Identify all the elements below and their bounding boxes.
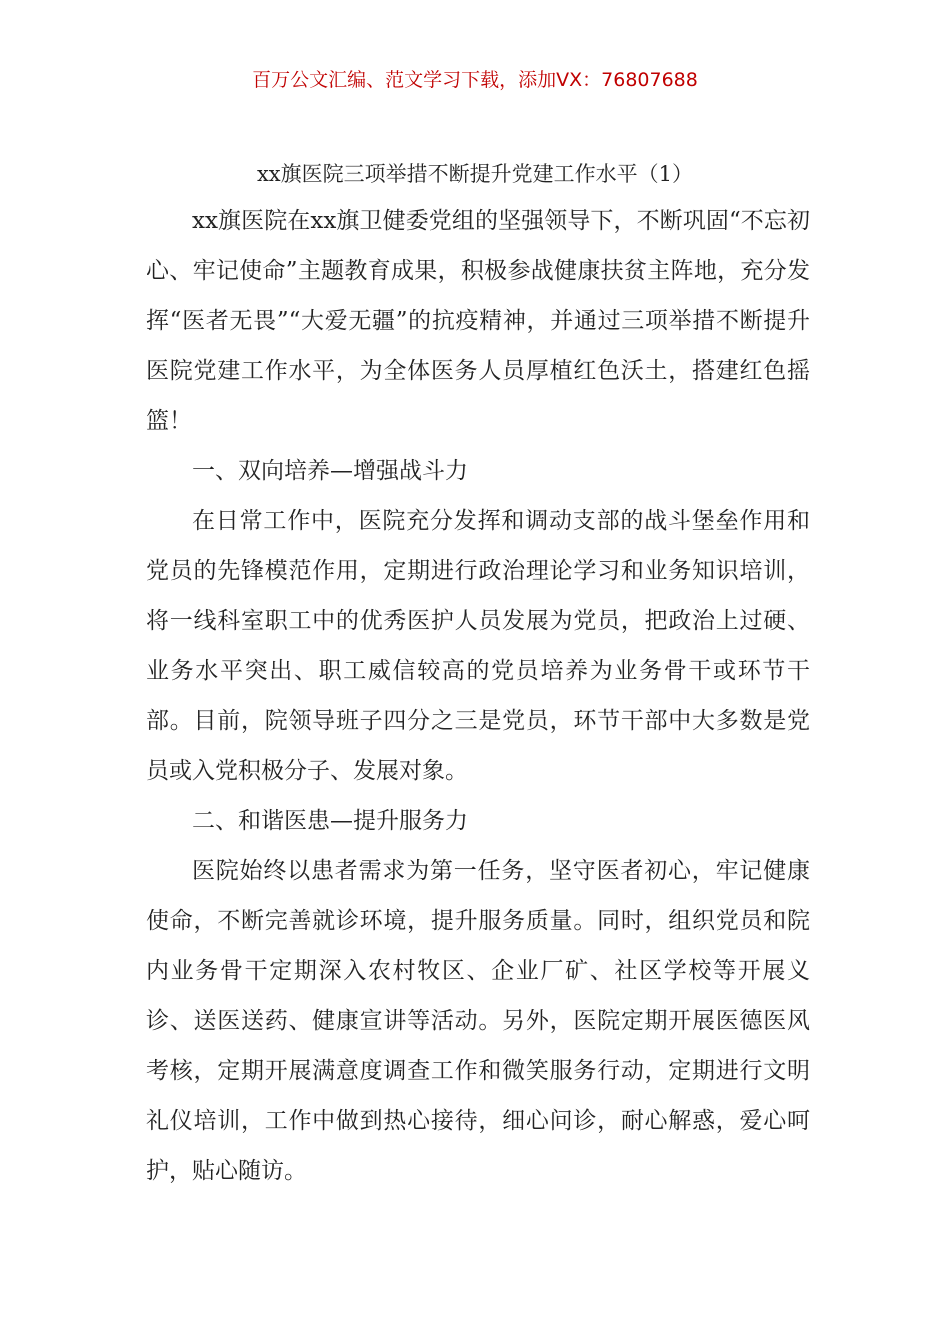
header-contact-note: 百万公文汇编、范文学习下载，添加VX：76807688 xyxy=(252,69,698,91)
section-heading-1: 一、双向培养—增强战斗力 xyxy=(192,458,468,484)
document-title: xx旗医院三项举措不断提升党建工作水平（1） xyxy=(256,162,694,186)
section-paragraph-1: 在日常工作中，医院充分发挥和调动支部的战斗堡垒作用和党员的先锋模范作用，定期进行政治理论学习和业务知识培训，将一线科室职工中的优秀医护人员发展为党员，把政治上过硬、业务水平突出、职工威信较高的党员培养为业务骨干或环节干部。目前，院领导班子四分之三是党员，环节干部中大多数是党员或入党积极分子、发展对象。 xyxy=(146,508,810,784)
intro-paragraph: xx旗医院在xx旗卫健委党组的坚强领导下，不断巩固“不忘初心、牢记使命”主题教育成果，积极参战健康扶贫主阵地，充分发挥“医者无畏”“大爱无疆”的抗疫精神，并通过三项举措不断提升医院党建工作水平，为全体医务人员厚植红色沃土，搭建红色摇篮！ xyxy=(146,208,810,434)
document-body xyxy=(146,196,810,1196)
section-paragraph-2: 医院始终以患者需求为第一任务，坚守医者初心，牢记健康使命，不断完善就诊环境，提升服务质量。同时，组织党员和院内业务骨干定期深入农村牧区、企业厂矿、社区学校等开展义诊、送医送药、健康宣讲等活动。另外，医院定期开展医德医风考核，定期开展满意度调查工作和微笑服务行动，定期进行文明礼仪培训，工作中做到热心接待，细心问诊，耐心解惑，爱心呵护，贴心随访。 xyxy=(146,858,810,1184)
section-heading-2: 二、和谐医患—提升服务力 xyxy=(192,808,468,834)
